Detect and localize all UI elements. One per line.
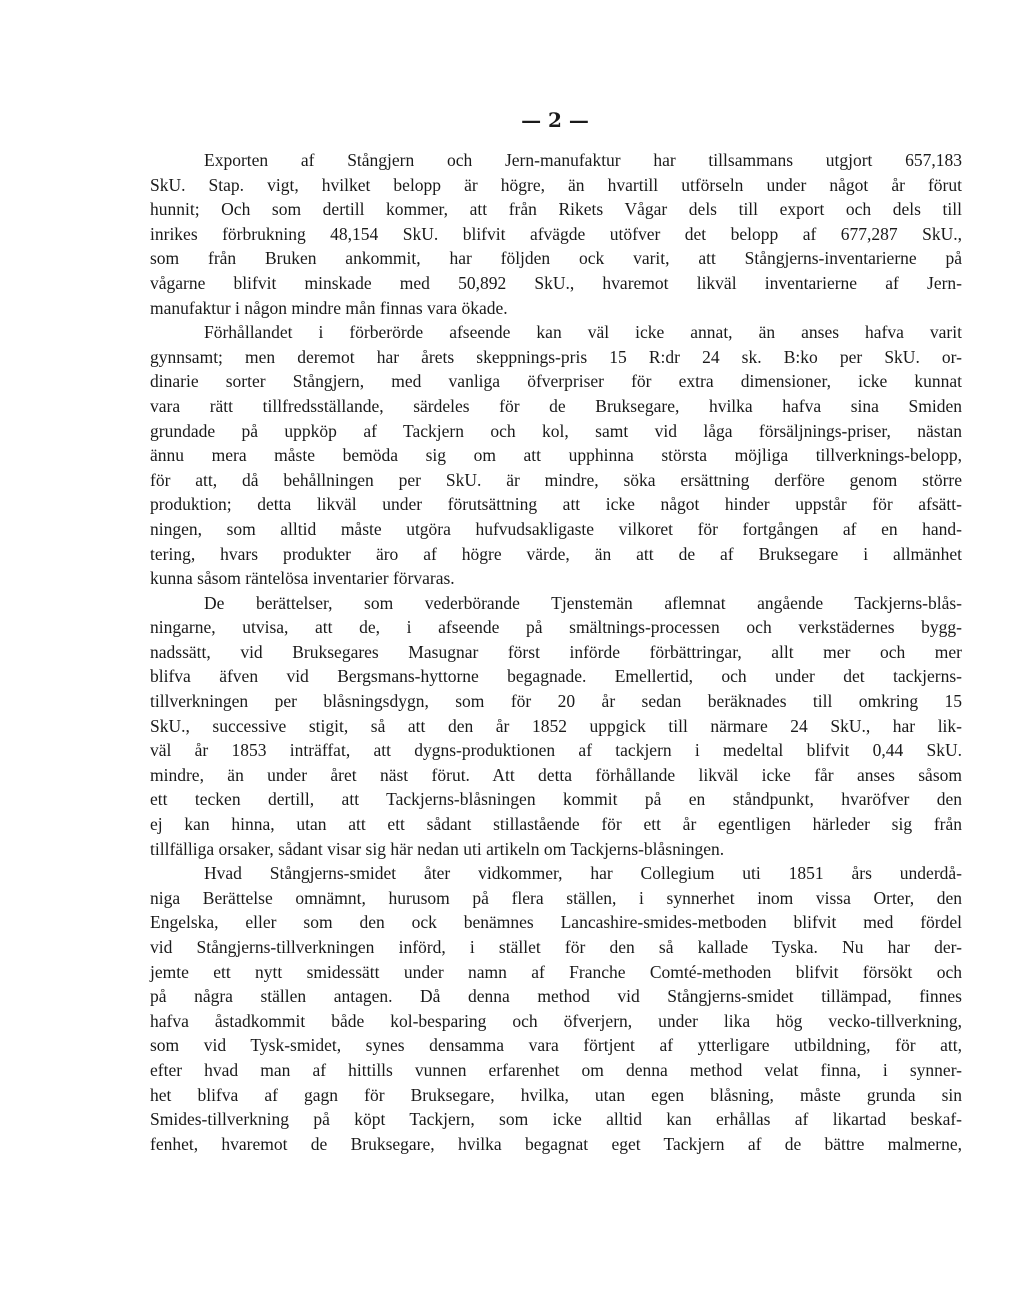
text-line: hunnit; Och som dertill kommer, att från Rikets Vågar dels till export och dels till	[150, 199, 962, 220]
body-text	[150, 148, 962, 1156]
text-line: het blifva af gagn för Bruksegare, hvilka, utan egen blåsning, måste grunda sin	[150, 1084, 962, 1105]
text-line: vara rätt tillfredsställande, särdeles för de Bruksegare, hvilka hafva sina Smiden	[150, 395, 962, 416]
text-line: blifva äfven vid Bergsmans-hyttorne begagnade. Emellertid, och under det tackjerns-	[150, 666, 962, 687]
text-line: jemte ett nytt smidessätt under namn af Franche Comté-methoden blifvit försökt och	[150, 961, 962, 982]
text-line: efter hvad man af hittills vunnen erfarenhet om denna method velat finna, i synner-	[150, 1059, 962, 1080]
text-line: fenhet, hvaremot de Bruksegare, hvilka begagnat eget Tackjern af de bättre malmerne,	[150, 1133, 962, 1154]
text-line: väl år 1853 inträffat, att dygns-produktionen af tackjern i medeltal blifvit 0,44 SkU.	[150, 740, 962, 761]
text-line: på några ställen antagen. Då denna method vid Stångjerns-smidet tillämpad, finnes	[150, 986, 962, 1007]
text-line: produktion; detta likväl under förutsättning att icke något hinder uppstår för afsätt-	[150, 494, 962, 515]
text-line: ännu mera måste bemöda sig om att upphinna största möjliga tillverknings-belopp,	[150, 445, 962, 466]
text-line: De berättelser, som vederbörande Tjenstemän aflemnat angående Tackjerns-blås-	[204, 592, 962, 613]
text-line: dinarie sorter Stångjern, med vanliga öfverpriser för extra dimensioner, icke kunnat	[150, 371, 962, 392]
text-line: nadssätt, vid Bruksegares Masugnar först införde förbättringar, allt mer och mer	[150, 641, 962, 662]
text-line: vågarne blifvit minskade med 50,892 SkU., hvaremot likväl inventarierne af Jern-	[150, 272, 962, 293]
text-line: gynnsamt; men deremot har årets skeppnings-pris 15 R:dr 24 sk. B:ko per SkU. or-	[150, 346, 962, 367]
text-line: mindre, än under året näst förut. Att detta förhållande likväl icke får anses såsom	[150, 764, 962, 785]
text-line: tillfälliga orsaker, sådant visar sig här nedan uti artikeln om Tackjerns-blåsningen.	[150, 838, 725, 859]
text-line: ningarne, utvisa, att de, i afseende på smältnings-processen och verkstädernes bygg-	[150, 617, 962, 638]
text-line: Exporten af Stångjern och Jern-manufaktur har tillsammans utgjort 657,183	[204, 150, 962, 170]
text-line: grundade på uppköp af Tackjern och kol, samt vid låga försäljnings-priser, nästan	[150, 420, 962, 441]
text-line: inrikes förbrukning 48,154 SkU. blifvit afvägde utöfver det belopp af 677,287 SkU.,	[150, 223, 962, 244]
text-line: kunna såsom räntelösa inventarier förvaras.	[150, 568, 455, 589]
text-line: ningen, som alltid måste utgöra hufvudsakligaste vilkoret för fortgången af en hand-	[150, 518, 962, 539]
text-line: tillverkningen per blåsningsdygn, som för 20 år sedan beräknades till omkring 15	[150, 691, 962, 712]
text-line: ej kan hinna, utan att ett sådant stillastående för ett år egentligen härleder sig från	[150, 814, 962, 835]
text-line: niga Berättelse omnämnt, hurusom på flera ställen, i synnerhet inom vissa Orter, den	[150, 887, 962, 908]
text-line: manufaktur i någon mindre mån finnas vara ökade.	[150, 297, 508, 318]
text-line: som från Bruken ankommit, har följden ock varit, att Stångjerns-inventarierne på	[150, 248, 962, 269]
text-line: hafva åstadkommit både kol-besparing och öfverjern, under lika hög vecko-tillverkning,	[150, 1010, 962, 1031]
text-line: SkU., successive stigit, så att den år 1852 uppgick till närmare 24 SkU., har lik-	[150, 715, 962, 736]
page-number: — 2 —	[521, 108, 589, 132]
text-line: Smides-tillverkning på köpt Tackjern, som icke alltid kan erhållas af likartad beskaf-	[150, 1109, 962, 1130]
text-line: Förhållandet i förberörde afseende kan väl icke annat, än anses hafva varit	[204, 322, 962, 343]
text-line: ett tecken dertill, att Tackjerns-blåsningen kommit på en ståndpunkt, hvaröfver den	[150, 789, 962, 810]
text-line: SkU. Stap. vigt, hvilket belopp är högre, än hvartill utförseln under något år förut	[150, 174, 962, 195]
text-line: tering, hvars produkter äro af högre värde, än att de af Bruksegare i allmänhet	[150, 543, 962, 564]
text-line: som vid Tysk-smidet, synes densamma vara förtjent af ytterligare utbildning, för att,	[150, 1035, 962, 1056]
text-line: för att, då behållningen per SkU. är mindre, söka ersättning derföre genom större	[150, 469, 962, 490]
text-line: Hvad Stångjerns-smidet åter vidkommer, har Collegium uti 1851 års underdå-	[204, 863, 962, 884]
text-line: vid Stångjerns-tillverkningen införd, i stället för den så kallade Tyska. Nu har der-	[150, 937, 962, 957]
text-line: Engelska, eller som den ock benämnes Lancashire-smides-metboden blifvit med fördel	[150, 912, 962, 933]
